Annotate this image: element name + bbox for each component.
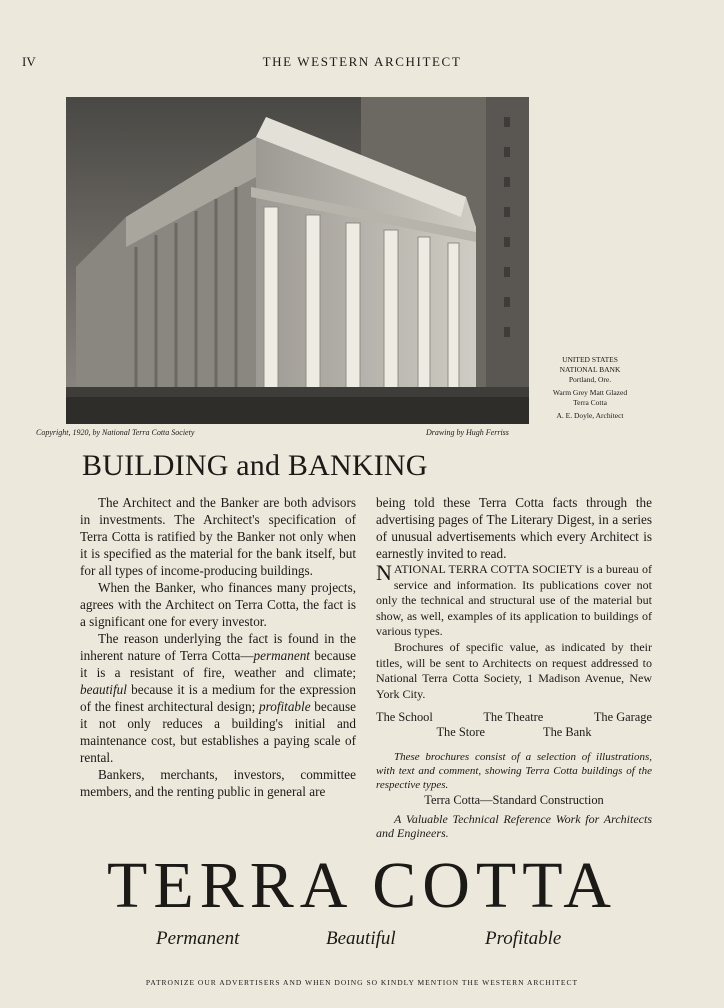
headline: BUILDING and BANKING <box>82 449 428 482</box>
bank-building-illustration <box>66 97 529 424</box>
paragraph: being told these Terra Cotta facts through the advertising pages of The Literary Digest, in a series of unusual advertisements which every Architect is earnestly invited to read. <box>376 495 652 561</box>
drawing-credit: Drawing by Hugh Ferriss <box>426 428 509 437</box>
paragraph: The Architect and the Banker are both advisors in investments. The Architect's specification of Terra Cotta is ratified by the Banker not only when it is specified as the material for the bank itself, but for all types of income-producing buildings. <box>80 495 356 578</box>
reference-title: Terra Cotta—Standard Construction <box>424 793 604 808</box>
caption-bank-name: UNITED STATES <box>562 355 618 364</box>
brochure-title: The Bank <box>543 725 592 740</box>
drop-cap: N <box>376 560 392 585</box>
brochure-title: The Theatre <box>483 710 544 725</box>
brochure-title: The School <box>376 710 433 725</box>
journal-title: THE WESTERN ARCHITECT <box>262 54 462 69</box>
brochure-title: The Garage <box>593 710 652 725</box>
paragraph: Brochures of specific value, as indicated by their titles, will be sent to Architects on request addressed to National Terra Cotta Society, 1 Madison Avenue, New York City. <box>376 639 652 701</box>
paragraph: The reason underlying the fact is found in the inherent nature of Terra Cotta—permanent because it is a resistant of fire, weather and climate; beautiful because it is a medium for the expression of the finest architectural design; profitable because it not only reduces a building's initial and maintenance cost, but establishes a paying scale of rental. <box>80 631 357 765</box>
brand-title: TERRA COTTA <box>107 849 617 922</box>
tagline: Beautiful <box>326 928 396 949</box>
illustration-caption <box>540 355 640 421</box>
copyright-notice: Copyright, 1920, by National Terra Cotta Society <box>36 428 195 437</box>
paragraph: Bankers, merchants, investors, committee members, and the renting public in general are <box>80 767 356 799</box>
caption-material: Warm Grey Matt Glazed <box>552 388 628 397</box>
caption-bank-name-2: NATIONAL BANK <box>559 365 621 374</box>
body-column-left <box>80 494 356 800</box>
paragraph: These brochures consist of a selection of illustrations, with text and comment, showing Terra Cotta buildings of the respective types. <box>376 751 652 792</box>
tagline: Permanent <box>156 928 240 949</box>
body-column-right <box>376 494 652 840</box>
caption-architect: A. E. Doyle, Architect <box>556 411 624 420</box>
page-number: IV <box>22 54 36 69</box>
caption-material-2: Terra Cotta <box>573 398 607 407</box>
caption-location: Portland, Ore. <box>568 375 612 384</box>
paragraph: NATIONAL TERRA COTTA SOCIETY is a bureau of service and information. Its publications cover not only the technical and structural use of the material but show, as well, examples of its application to buildings of various types. <box>376 560 652 639</box>
tagline: Profitable <box>485 928 562 949</box>
bank-building-drawing-icon <box>66 97 529 424</box>
brochure-title: The Store <box>436 725 485 740</box>
footer-notice: PATRONIZE OUR ADVERTISERS AND WHEN DOING SO KINDLY MENTION THE WESTERN ARCHITECT <box>145 978 579 987</box>
paragraph: When the Banker, who finances many projects, agrees with the Architect on Terra Cotta, the fact is a significant one for every investor. <box>80 580 356 629</box>
brochure-list <box>376 710 652 740</box>
reference-subtitle: A Valuable Technical Reference Work for Architects and Engineers. <box>376 812 652 841</box>
